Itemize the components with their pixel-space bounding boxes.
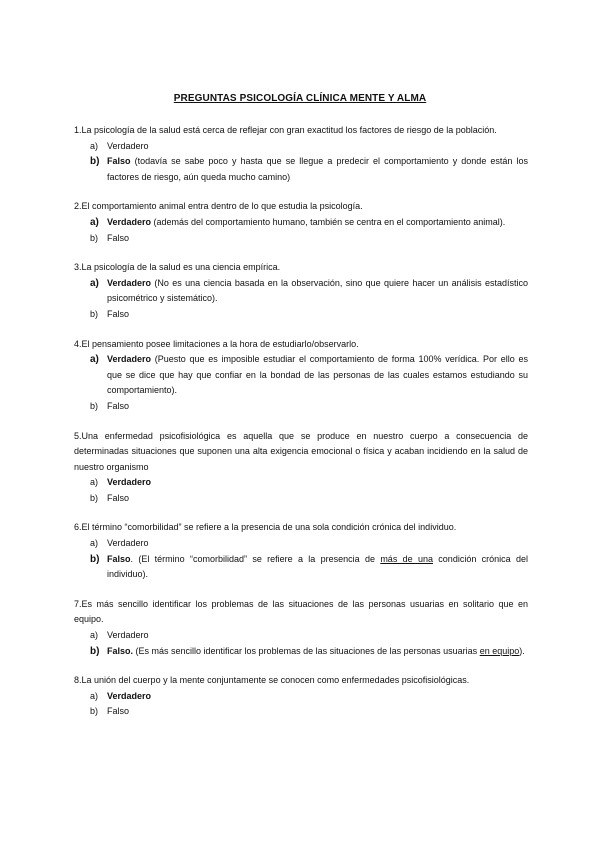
option-label: Falso: [107, 308, 130, 319]
option-letter: b): [90, 400, 99, 411]
question-5: [74, 429, 528, 507]
question-text: 7.Es más sencillo identificar los problemas de las situaciones de las personas usuarias en solitario que en equipo.: [74, 598, 528, 625]
option-letter: a): [90, 538, 99, 549]
option-letter: b): [90, 156, 100, 168]
option-letter: b): [90, 706, 99, 717]
option-b: [90, 704, 528, 720]
option-a: [90, 536, 528, 552]
answer-explanation: (además del comportamiento humano, también se centra en el comportamiento animal).: [151, 216, 506, 227]
answer-explanation-start: . (El término “comorbilidad” se refiere a la presencia de: [130, 553, 381, 564]
option-a: [90, 628, 528, 644]
answer-explanation: (Puesto que es imposible estudiar el comportamiento de forma 100% verídica. Por ello es que se dice que hay que confiar en la bondad de las personas de las cuales estamos estudiando su comportamiento).: [107, 354, 528, 396]
correct-answer-label: Verdadero: [107, 354, 152, 365]
option-a: [90, 352, 528, 399]
option-a: [90, 276, 528, 307]
question-text: 3.La psicología de la salud es una ciencia empírica.: [74, 262, 281, 273]
option-letter: b): [90, 492, 99, 503]
question-4: [74, 337, 528, 415]
option-label: Verdadero: [107, 140, 149, 151]
option-b: [90, 154, 528, 185]
option-a: [90, 689, 528, 705]
question-3: [74, 260, 528, 322]
answer-explanation-end: condición crónica del individuo).: [107, 553, 528, 580]
correct-answer-label: Verdadero: [107, 690, 152, 701]
option-letter: b): [90, 232, 99, 243]
correct-answer-label: Verdadero: [107, 277, 152, 288]
question-text: 4.El pensamiento posee limitaciones a la hora de estudiarlo/observarlo.: [74, 338, 359, 349]
question-6: [74, 520, 528, 582]
option-label: Verdadero: [107, 630, 149, 641]
option-b: [90, 399, 528, 415]
correct-answer-label: Falso: [107, 553, 131, 564]
question-1: [74, 123, 528, 185]
answer-emphasis: en equipo: [479, 645, 520, 656]
option-letter: a): [90, 690, 99, 701]
option-a: [90, 475, 528, 491]
answer-explanation: (No es una ciencia basada en la observación, sino que quiere hacer un análisis estadístico psicométrico y sistemático).: [107, 277, 528, 304]
option-letter: a): [90, 354, 99, 366]
option-a: [90, 139, 528, 155]
option-letter: b): [90, 308, 99, 319]
answer-emphasis: más de una: [380, 553, 433, 564]
option-b: [90, 644, 528, 660]
option-label: Falso: [107, 232, 130, 243]
option-letter: b): [90, 645, 100, 657]
option-letter: a): [90, 216, 99, 228]
correct-answer-label: Falso.: [107, 645, 134, 656]
question-text: 1.La psicología de la salud está cerca de reflejar con gran exactitud los factores de riesgo de la población.: [74, 125, 497, 135]
option-a: [90, 215, 528, 231]
option-b: [90, 231, 528, 247]
answer-explanation: (todavía se sabe poco y hasta que se llegue a predecir el comportamiento y donde están los factores de riesgo, aún queda mucho camino): [107, 156, 528, 182]
page-title: PREGUNTAS PSICOLOGÍA CLÍNICA MENTE Y ALMA: [173, 93, 427, 104]
question-text: 2.El comportamiento animal entra dentro de lo que estudia la psicología.: [74, 201, 363, 212]
question-2: [74, 199, 528, 246]
option-label: Falso: [107, 400, 130, 411]
answer-explanation-end: ).: [519, 645, 525, 656]
option-b: [90, 491, 528, 507]
question-list: [74, 123, 528, 734]
correct-answer-label: Falso: [107, 156, 131, 167]
option-label: Falso: [107, 492, 130, 503]
option-letter: a): [90, 477, 99, 488]
question-text: 8.La unión del cuerpo y la mente conjuntamente se conocen como enfermedades psicofisiológicas.: [74, 675, 470, 686]
correct-answer-label: Verdadero: [107, 216, 152, 227]
option-letter: a): [90, 630, 99, 641]
answer-explanation-start: (Es más sencillo identificar los problemas de las situaciones de las personas usuarias: [133, 645, 480, 656]
question-8: [74, 673, 528, 720]
question-7: [74, 597, 528, 659]
question-text: 5.Una enfermedad psicofisiológica es aquella que se produce en nuestro cuerpo a consecuencia de determinadas situaciones que suponen una alta exigencia emocional o física y acaban incidiendo en la salud de nuestro organismo: [74, 430, 528, 472]
correct-answer-label: Verdadero: [107, 477, 152, 488]
option-letter: a): [90, 140, 99, 151]
option-label: Verdadero: [107, 538, 149, 549]
option-b: [90, 307, 528, 323]
option-b: [90, 552, 528, 583]
option-letter: a): [90, 277, 99, 289]
question-text: 6.El término “comorbilidad” se refiere a la presencia de una sola condición crónica del individuo.: [74, 522, 457, 533]
option-label: Falso: [107, 706, 130, 717]
option-letter: b): [90, 553, 100, 565]
